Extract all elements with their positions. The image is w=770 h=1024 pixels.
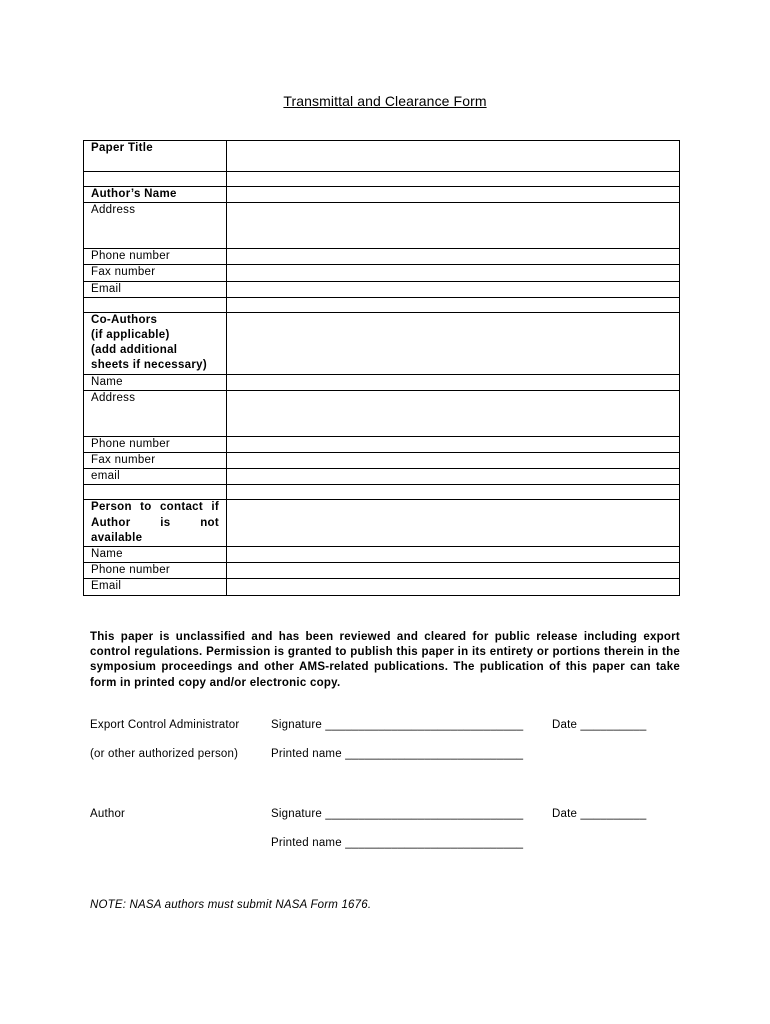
author-name-field[interactable] bbox=[227, 187, 680, 203]
coauthor-fax-field[interactable] bbox=[227, 452, 680, 468]
contact-person-field[interactable] bbox=[227, 500, 680, 547]
contact-phone-label: Phone number bbox=[84, 563, 227, 579]
coauthor-address-label: Address bbox=[84, 390, 227, 436]
coauthors-label bbox=[84, 312, 227, 374]
nasa-note: NOTE: NASA authors must submit NASA Form 1676. bbox=[90, 899, 372, 911]
contact-label-line: Author is not bbox=[91, 516, 219, 529]
contact-phone-field[interactable] bbox=[227, 563, 680, 579]
admin-printed-name-line[interactable]: Printed name ___________________________ bbox=[271, 748, 524, 760]
form-title: Transmittal and Clearance Form bbox=[283, 93, 487, 109]
spacer-field bbox=[227, 172, 680, 187]
spacer-cell bbox=[84, 485, 227, 500]
coauthor-email-field[interactable] bbox=[227, 469, 680, 485]
coauthor-fax-label: Fax number bbox=[84, 452, 227, 468]
coauthor-name-label: Name bbox=[84, 374, 227, 390]
contact-email-label: Email bbox=[84, 579, 227, 595]
author-signature-line[interactable]: Signature ______________________________ bbox=[271, 808, 524, 820]
spacer-field bbox=[227, 485, 680, 500]
admin-signature-line[interactable]: Signature ______________________________ bbox=[271, 719, 524, 731]
coauthors-label-line: Co-Authors bbox=[91, 313, 158, 326]
address-label: Address bbox=[84, 203, 227, 249]
email-label: Email bbox=[84, 281, 227, 297]
contact-email-field[interactable] bbox=[227, 579, 680, 595]
clearance-statement: This paper is unclassified and has been reviewed and cleared for public release including export control regulations. Permission is granted to publish this paper in its entirety or portions therein in the symposium proceedings and other AMS-related publications. The publication of this paper can take form in printed copy and/or electronic copy. bbox=[90, 631, 680, 689]
coauthor-name-field[interactable] bbox=[227, 374, 680, 390]
admin-sub-label: (or other authorized person) bbox=[90, 748, 239, 760]
contact-label-line: Person to contact if bbox=[91, 501, 219, 514]
contact-name-field[interactable] bbox=[227, 546, 680, 562]
coauthor-phone-label: Phone number bbox=[84, 436, 227, 452]
admin-date-line[interactable]: Date __________ bbox=[552, 719, 647, 731]
author-info-table bbox=[83, 140, 680, 596]
address-field[interactable] bbox=[227, 203, 680, 249]
contact-person-label bbox=[84, 500, 227, 547]
contact-name-label: Name bbox=[84, 546, 227, 562]
paper-title-label: Paper Title bbox=[84, 141, 227, 172]
coauthor-address-field[interactable] bbox=[227, 390, 680, 436]
coauthors-label-line: (add additional bbox=[91, 344, 178, 357]
spacer-field bbox=[227, 297, 680, 312]
spacer-cell bbox=[84, 297, 227, 312]
phone-label: Phone number bbox=[84, 249, 227, 265]
fax-label: Fax number bbox=[84, 265, 227, 281]
coauthor-phone-field[interactable] bbox=[227, 436, 680, 452]
contact-label-line: available bbox=[91, 531, 143, 544]
author-date-line[interactable]: Date __________ bbox=[552, 808, 647, 820]
email-field[interactable] bbox=[227, 281, 680, 297]
coauthors-label-line: sheets if necessary) bbox=[91, 359, 207, 372]
admin-label: Export Control Administrator bbox=[90, 719, 240, 731]
author-label: Author bbox=[90, 808, 126, 820]
coauthors-field[interactable] bbox=[227, 312, 680, 374]
coauthor-email-label: email bbox=[84, 469, 227, 485]
paper-title-field[interactable] bbox=[227, 141, 680, 172]
fax-field[interactable] bbox=[227, 265, 680, 281]
phone-field[interactable] bbox=[227, 249, 680, 265]
author-name-label: Author’s Name bbox=[84, 187, 227, 203]
coauthors-label-line: (if applicable) bbox=[91, 329, 170, 341]
author-printed-name-line[interactable]: Printed name ___________________________ bbox=[271, 837, 524, 849]
spacer-cell bbox=[84, 172, 227, 187]
